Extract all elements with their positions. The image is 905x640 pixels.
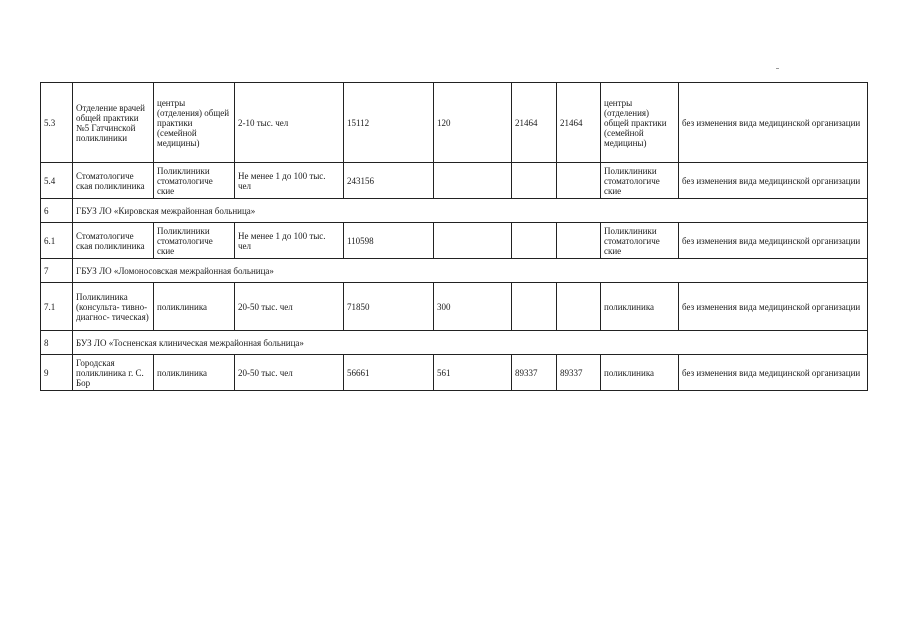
organization-type-new: центры (отделения) общей практики (семейной медицины) [601,83,679,163]
value-cell-1: 243156 [344,163,434,199]
value-cell-3 [512,223,557,259]
population-range: 20-50 тыс. чел [235,355,344,391]
organization-type-new: поликлиника [601,355,679,391]
scan-artifact [776,68,779,69]
value-cell-4 [557,163,601,199]
table-row [41,283,868,331]
value-cell-4 [557,223,601,259]
value-cell-1: 110598 [344,223,434,259]
value-cell-4: 89337 [557,355,601,391]
organization-type-new: Поликлиники стоматологиче ские [601,163,679,199]
change-note: без изменения вида медицинской организации [679,163,868,199]
value-cell-1: 15112 [344,83,434,163]
value-cell-4 [557,283,601,331]
table-row [41,223,868,259]
value-cell-2 [434,223,512,259]
value-cell-2: 561 [434,355,512,391]
population-range: 2-10 тыс. чел [235,83,344,163]
row-number: 5.4 [41,163,73,199]
value-cell-2: 300 [434,283,512,331]
row-number: 9 [41,355,73,391]
row-number: 5.3 [41,83,73,163]
organization-type-new: поликлиника [601,283,679,331]
section-row [41,199,868,223]
value-cell-3: 89337 [512,355,557,391]
organization-name: Городская поликлиника г. С. Бор [73,355,154,391]
organization-name: Поликлиника (консульта- тивно-диагнос- тическая) [73,283,154,331]
organization-type: поликлиника [154,283,235,331]
section-number: 7 [41,259,73,283]
section-number: 8 [41,331,73,355]
value-cell-3 [512,163,557,199]
section-title: ГБУЗ ЛО «Кировская межрайонная больница» [73,199,868,223]
change-note: без изменения вида медицинской организации [679,223,868,259]
value-cell-3 [512,283,557,331]
section-row [41,331,868,355]
organization-type: поликлиника [154,355,235,391]
medical-organizations-table [40,82,868,391]
row-number: 6.1 [41,223,73,259]
population-range: 20-50 тыс. чел [235,283,344,331]
value-cell-2 [434,163,512,199]
value-cell-3: 21464 [512,83,557,163]
section-row [41,259,868,283]
change-note: без изменения вида медицинской организации [679,283,868,331]
section-title: ГБУЗ ЛО «Ломоносовская межрайонная больница» [73,259,868,283]
table-row [41,355,868,391]
row-number: 7.1 [41,283,73,331]
organization-type: центры (отделения) общей практики (семейной медицины) [154,83,235,163]
organization-name: Отделение врачей общей практики №5 Гатчинской поликлиники [73,83,154,163]
value-cell-1: 71850 [344,283,434,331]
change-note: без изменения вида медицинской организации [679,83,868,163]
population-range: Не менее 1 до 100 тыс. чел [235,163,344,199]
value-cell-4: 21464 [557,83,601,163]
change-note: без изменения вида медицинской организации [679,355,868,391]
organization-name: Стоматологиче ская поликлиника [73,223,154,259]
organization-type: Поликлиники стоматологиче ские [154,223,235,259]
organization-name: Стоматологиче ская поликлиника [73,163,154,199]
organization-type: Поликлиники стоматологиче ские [154,163,235,199]
table-row [41,163,868,199]
organization-type-new: Поликлиники стоматологиче ские [601,223,679,259]
section-title: БУЗ ЛО «Тосненская клиническая межрайонная больница» [73,331,868,355]
table-row [41,83,868,163]
section-number: 6 [41,199,73,223]
value-cell-2: 120 [434,83,512,163]
value-cell-1: 56661 [344,355,434,391]
population-range: Не менее 1 до 100 тыс. чел [235,223,344,259]
